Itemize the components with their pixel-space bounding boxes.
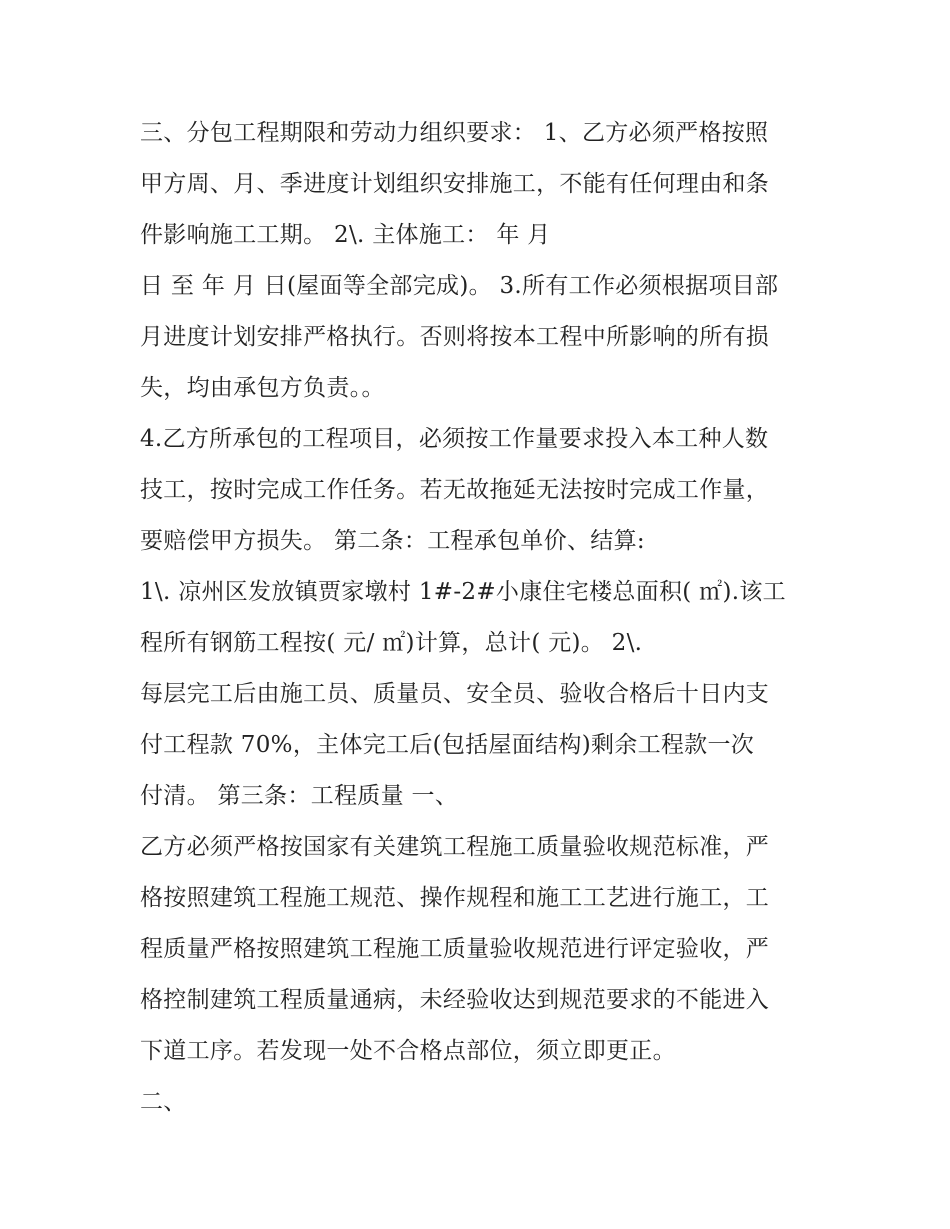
text-line: 格控制建筑工程质量通病，未经验收达到规范要求的不能进入 (140, 987, 770, 1013)
document-body (140, 108, 820, 1128)
text-line: 付工程款 70%，主体完工后(包括屋面结构)剩余工程款一次 (140, 732, 755, 758)
text-line: 件影响施工工期。 2\. 主体施工： 年 月 (140, 222, 551, 248)
text-line: 1\. 凉州区发放镇贾家墩村 1#-2#小康住宅楼总面积( ㎡).该工 (140, 579, 786, 605)
text-line: 付清。 第三条：工程质量 一、 (140, 783, 459, 809)
text-line: 程质量严格按照建筑工程施工质量验收规范进行评定验收，严 (140, 936, 770, 962)
text-line: 要赔偿甲方损失。 第二条：工程承包单价、结算: (140, 528, 645, 554)
text-line: 程所有钢筋工程按( 元/ ㎡)计算，总计( 元)。 2\. (140, 630, 643, 656)
text-line: 月进度计划安排严格执行。否则将按本工程中所影响的所有损 (140, 324, 770, 350)
text-line: 格按照建筑工程施工规范、操作规程和施工工艺进行施工，工 (140, 885, 770, 911)
text-line: 二、 (140, 1089, 187, 1115)
text-line: 日 至 年 月 日(屋面等全部完成)。 3.所有工作必须根据项目部 (140, 273, 779, 299)
text-line: 每层完工后由施工员、质量员、安全员、验收合格后十日内支 (140, 681, 770, 707)
text-line: 技工，按时完成工作任务。若无故拖延无法按时完成工作量， (140, 477, 770, 503)
text-line: 甲方周、月、季进度计划组织安排施工，不能有任何理由和条 (140, 171, 770, 197)
text-line: 下道工序。若发现一处不合格点部位，须立即更正。 (140, 1038, 676, 1064)
text-line: 三、分包工程期限和劳动力组织要求： 1、乙方必须严格按照 (140, 120, 769, 146)
text-line: 乙方必须严格按国家有关建筑工程施工质量验收规范标准，严 (140, 834, 770, 860)
text-line: 失，均由承包方负责。。 (140, 375, 385, 401)
text-line: 4.乙方所承包的工程项目，必须按工作量要求投入本工种人数 (140, 426, 769, 452)
